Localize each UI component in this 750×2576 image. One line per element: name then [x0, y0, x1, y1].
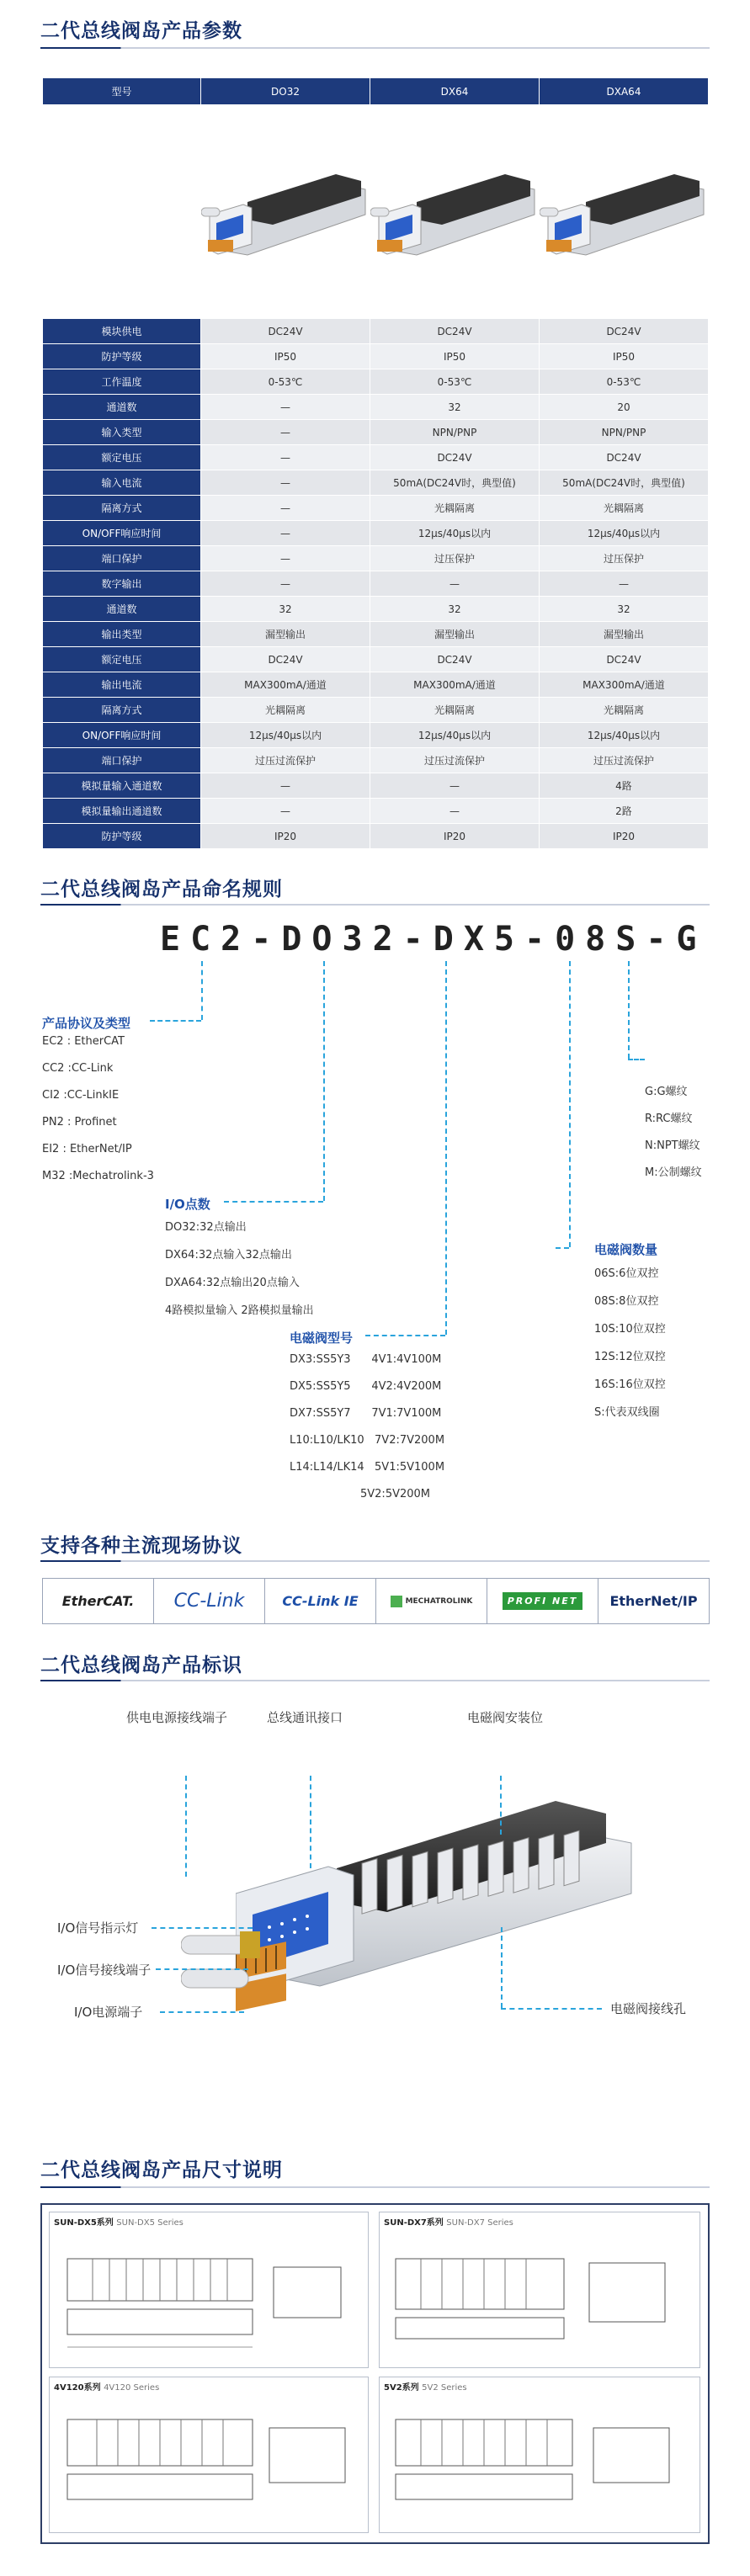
param-value: DC24V: [540, 647, 709, 672]
param-row: [43, 546, 709, 571]
profinet-logo-text: PROFI NET: [503, 1592, 583, 1610]
param-value: MAX300mA/通道: [201, 672, 370, 698]
io-item: DXA64:32点输出20点输入: [165, 1277, 300, 1289]
dim-caption-dx5: SUN-DX5系列 SUN-DX5 Series: [54, 2218, 184, 2228]
param-value: 32: [370, 395, 540, 420]
valve-count-item: S:代表双线圈: [594, 1406, 660, 1419]
label-power-terminal: 供电电源接线端子: [126, 1710, 228, 1725]
protocol-title: 支持各种主流现场协议: [40, 1535, 242, 1557]
param-value: 光耦隔离: [540, 496, 709, 521]
connector-thread-h: [628, 1059, 645, 1060]
param-value: 0-53℃: [540, 369, 709, 395]
valve-type-item: L10:L10/LK10 7V2:7V200M: [290, 1434, 445, 1447]
param-label: 端口保护: [43, 546, 201, 571]
param-row: [43, 799, 709, 824]
param-row: [43, 698, 709, 723]
param-value: DC24V: [201, 319, 370, 344]
valve-type-item: DX5:SS5Y5 4V2:4V200M: [290, 1380, 442, 1393]
valve-type-item: DX3:SS5Y3 4V1:4V100M: [290, 1353, 442, 1366]
param-label: 工作温度: [43, 369, 201, 395]
param-value: MAX300mA/通道: [370, 672, 540, 698]
param-label: 输出电流: [43, 672, 201, 698]
param-label: 通道数: [43, 395, 201, 420]
param-label: 通道数: [43, 597, 201, 622]
tube-fittings-image: [181, 1919, 274, 2011]
valve-island-thumbnail: [540, 164, 708, 257]
param-value: DC24V: [370, 647, 540, 672]
leader-valve-mount: [500, 1776, 502, 1835]
cclink-ie-logo-text: CC-Link IE: [282, 1593, 359, 1609]
param-value: 光耦隔离: [201, 698, 370, 723]
param-value: —: [540, 571, 709, 597]
params-title: 二代总线阀岛产品参数: [40, 20, 242, 42]
ethercat-logo: [43, 1579, 154, 1623]
dim-caption-dx7: SUN-DX7系列 SUN-DX7 Series: [384, 2218, 513, 2228]
thread-item: M:公制螺纹: [645, 1166, 702, 1179]
param-value: —: [201, 571, 370, 597]
param-value: 50mA(DC24V时，典型值): [540, 470, 709, 496]
param-value: 过压保护: [540, 546, 709, 571]
param-row: [43, 521, 709, 546]
leader-io-power: [160, 2011, 244, 2013]
product-image-cell: [540, 105, 709, 319]
product-image-cell: [370, 105, 540, 319]
dim-caption-4v120: 4V120系列 4V120 Series: [54, 2383, 160, 2393]
ethernet-ip-logo-text: EtherNet/IP: [609, 1593, 698, 1609]
param-value: IP50: [370, 344, 540, 369]
param-value: DC24V: [201, 647, 370, 672]
param-row: [43, 622, 709, 647]
model-code: EC2-DO32-DX5-08S-G: [160, 920, 707, 959]
param-value: DC24V: [540, 445, 709, 470]
param-row: [43, 319, 709, 344]
param-value: 过压过流保护: [201, 748, 370, 773]
param-value: IP20: [201, 824, 370, 849]
label-title: 二代总线阀岛产品标识: [40, 1654, 242, 1676]
param-value: NPN/PNP: [540, 420, 709, 445]
valve-type-group-title: 电磁阀型号: [290, 1330, 354, 1346]
label-title-underline: [40, 1680, 710, 1681]
param-label: 隔离方式: [43, 496, 201, 521]
cclink-logo: [154, 1579, 265, 1623]
valve-count-item: 10S:10位双控: [594, 1323, 666, 1336]
param-value: —: [370, 773, 540, 799]
protocol-title-underline: [40, 1560, 710, 1562]
param-value: 32: [201, 597, 370, 622]
valve-count-item: 16S:16位双控: [594, 1378, 666, 1391]
param-value: DC24V: [370, 445, 540, 470]
leader-io-terminal: [156, 1968, 248, 1970]
valve-count-item: 06S:6位双控: [594, 1267, 659, 1280]
io-item: 4路模拟量输入 2路模拟量输出: [165, 1304, 314, 1317]
param-value: —: [201, 395, 370, 420]
param-value: 过压过流保护: [370, 748, 540, 773]
connector-count: [569, 961, 571, 1247]
io-group-title: I/O点数: [165, 1197, 210, 1212]
param-label: 模拟量输出通道数: [43, 799, 201, 824]
valve-count-group-title: 电磁阀数量: [594, 1242, 658, 1257]
param-value: DC24V: [370, 319, 540, 344]
param-value: —: [201, 773, 370, 799]
profinet-logo: [487, 1579, 598, 1623]
param-row: [43, 748, 709, 773]
param-row: [43, 571, 709, 597]
protocol-item: PN2 : Profinet: [42, 1116, 117, 1129]
param-value: —: [201, 470, 370, 496]
cclink-logo-text: CC-Link: [173, 1591, 245, 1612]
param-row: [43, 395, 709, 420]
param-value: 漏型输出: [201, 622, 370, 647]
param-value: 光耦隔离: [370, 496, 540, 521]
param-label: 防护等级: [43, 824, 201, 849]
param-value: 光耦隔离: [540, 698, 709, 723]
mechatrolink-logo-text: MECHATROLINK: [405, 1596, 473, 1606]
valve-count-item: 12S:12位双控: [594, 1351, 666, 1363]
param-value: 32: [370, 597, 540, 622]
param-value: 0-53℃: [201, 369, 370, 395]
params-title-underline: [40, 47, 710, 49]
param-row: [43, 369, 709, 395]
connector-valve-h: [365, 1335, 445, 1336]
param-label: 防护等级: [43, 344, 201, 369]
param-value: MAX300mA/通道: [540, 672, 709, 698]
param-value: 光耦隔离: [370, 698, 540, 723]
valve-island-product-image: [236, 1767, 640, 2037]
param-header-cell: DXA64: [540, 78, 709, 105]
leader-io-led: [152, 1927, 253, 1929]
param-value: 12μs/40μs以内: [370, 521, 540, 546]
connector-protocol-h: [150, 1020, 201, 1022]
param-value: —: [201, 521, 370, 546]
connector-io-h: [224, 1201, 323, 1203]
dim-drawing-dx5: [59, 2233, 362, 2360]
cclink-ie-logo: [265, 1579, 376, 1623]
dim-drawing-dx7: [387, 2233, 690, 2360]
valve-island-thumbnail: [370, 164, 539, 257]
valve-count-item: 08S:8位双控: [594, 1295, 659, 1308]
param-value: 2路: [540, 799, 709, 824]
param-value: 0-53℃: [370, 369, 540, 395]
connector-count-h: [556, 1247, 569, 1249]
thread-item: G:G螺纹: [645, 1086, 688, 1098]
param-label: ON/OFF响应时间: [43, 521, 201, 546]
param-value: —: [201, 496, 370, 521]
param-label: 额定电压: [43, 647, 201, 672]
param-label: 数字输出: [43, 571, 201, 597]
label-valve-terminal: 电磁阀接线孔: [610, 2001, 687, 2016]
protocol-item: CI2 :CC-LinkIE: [42, 1089, 120, 1102]
param-label: 端口保护: [43, 748, 201, 773]
valve-type-item: DX7:SS5Y7 7V1:7V100M: [290, 1407, 442, 1420]
param-row: [43, 597, 709, 622]
param-value: —: [201, 546, 370, 571]
protocol-item: CC2 :CC-Link: [42, 1062, 114, 1075]
param-value: 12μs/40μs以内: [201, 723, 370, 748]
dims-title: 二代总线阀岛产品尺寸说明: [40, 2159, 283, 2181]
valve-island-thumbnail: [201, 164, 370, 257]
param-header-cell: DX64: [370, 78, 540, 105]
param-label: 输出类型: [43, 622, 201, 647]
io-item: DX64:32点输入32点输出: [165, 1249, 292, 1261]
dimension-panel: [40, 2203, 710, 2544]
param-label: 模块供电: [43, 319, 201, 344]
connector-valve: [445, 961, 447, 1335]
param-value: 32: [540, 597, 709, 622]
dim-drawing-4v120: [59, 2398, 362, 2525]
leader-power-terminal: [185, 1776, 187, 1877]
param-header-cell: 型号: [43, 78, 201, 105]
label-bus-port: 总线通讯接口: [267, 1710, 343, 1725]
param-value: 过压过流保护: [540, 748, 709, 773]
thread-item: N:NPT螺纹: [645, 1139, 700, 1152]
protocol-group-title: 产品协议及类型: [42, 1016, 131, 1031]
param-header-cell: DO32: [201, 78, 370, 105]
param-value: 50mA(DC24V时，典型值): [370, 470, 540, 496]
param-value: —: [370, 571, 540, 597]
dim-drawing-5v2: [387, 2398, 690, 2525]
connector-protocol: [201, 961, 203, 1020]
param-value: IP50: [201, 344, 370, 369]
io-item: DO32:32点输出: [165, 1221, 247, 1234]
param-value: —: [201, 420, 370, 445]
leader-valve-terminal-h: [501, 2008, 602, 2010]
protocol-item: EI2 : EtherNet/IP: [42, 1143, 132, 1155]
param-label: 输入类型: [43, 420, 201, 445]
param-value: —: [201, 799, 370, 824]
leader-bus-port: [310, 1776, 311, 1868]
param-label: 隔离方式: [43, 698, 201, 723]
param-label: 额定电压: [43, 445, 201, 470]
protocol-logo-row: [42, 1578, 710, 1624]
mechatrolink-mark-icon: [391, 1596, 402, 1607]
valve-type-item: 5V2:5V200M: [360, 1488, 431, 1500]
naming-title: 二代总线阀岛产品命名规则: [40, 879, 283, 900]
param-value: 漏型输出: [540, 622, 709, 647]
param-value: —: [201, 445, 370, 470]
param-value: 漏型输出: [370, 622, 540, 647]
dims-title-underline: [40, 2186, 710, 2188]
ethercat-logo-text: EtherCAT.: [61, 1593, 135, 1609]
mechatrolink-logo: [376, 1579, 487, 1623]
param-row: [43, 496, 709, 521]
naming-title-underline: [40, 904, 710, 906]
param-value: 20: [540, 395, 709, 420]
connector-thread: [628, 961, 630, 1059]
param-label: 输入电流: [43, 470, 201, 496]
thread-item: R:RC螺纹: [645, 1113, 693, 1125]
param-value: DC24V: [540, 319, 709, 344]
param-value: —: [370, 799, 540, 824]
param-value: 12μs/40μs以内: [540, 521, 709, 546]
param-value: IP20: [370, 824, 540, 849]
param-value: 过压保护: [370, 546, 540, 571]
label-io-led: I/O信号指示灯: [57, 1920, 139, 1936]
param-row: [43, 420, 709, 445]
param-value: 12μs/40μs以内: [370, 723, 540, 748]
ethernet-ip-logo: [598, 1579, 709, 1623]
param-value: NPN/PNP: [370, 420, 540, 445]
product-image-cell: [201, 105, 370, 319]
param-row: [43, 470, 709, 496]
param-row: [43, 672, 709, 698]
param-value: IP50: [540, 344, 709, 369]
param-label: 模拟量输入通道数: [43, 773, 201, 799]
param-row: [43, 773, 709, 799]
valve-type-item: L14:L14/LK14 5V1:5V100M: [290, 1461, 445, 1474]
connector-io: [323, 961, 325, 1201]
product-image-row: [43, 105, 709, 319]
protocol-item: M32 :Mechatrolink-3: [42, 1170, 154, 1182]
param-value: 4路: [540, 773, 709, 799]
leader-valve-terminal-v: [501, 1927, 503, 2008]
label-io-power: I/O电源端子: [74, 2005, 143, 2020]
dim-caption-5v2: 5V2系列 5V2 Series: [384, 2383, 467, 2393]
param-table: [42, 77, 709, 849]
label-valve-mount: 电磁阀安装位: [467, 1710, 544, 1725]
param-row: [43, 344, 709, 369]
param-row: [43, 723, 709, 748]
label-io-terminal: I/O信号接线端子: [57, 1963, 152, 1978]
param-row: [43, 824, 709, 849]
param-value: IP20: [540, 824, 709, 849]
param-value: 12μs/40μs以内: [540, 723, 709, 748]
param-label: ON/OFF响应时间: [43, 723, 201, 748]
protocol-item: EC2 : EtherCAT: [42, 1035, 125, 1048]
param-row: [43, 647, 709, 672]
param-row: [43, 445, 709, 470]
param-table-header: [43, 78, 709, 105]
